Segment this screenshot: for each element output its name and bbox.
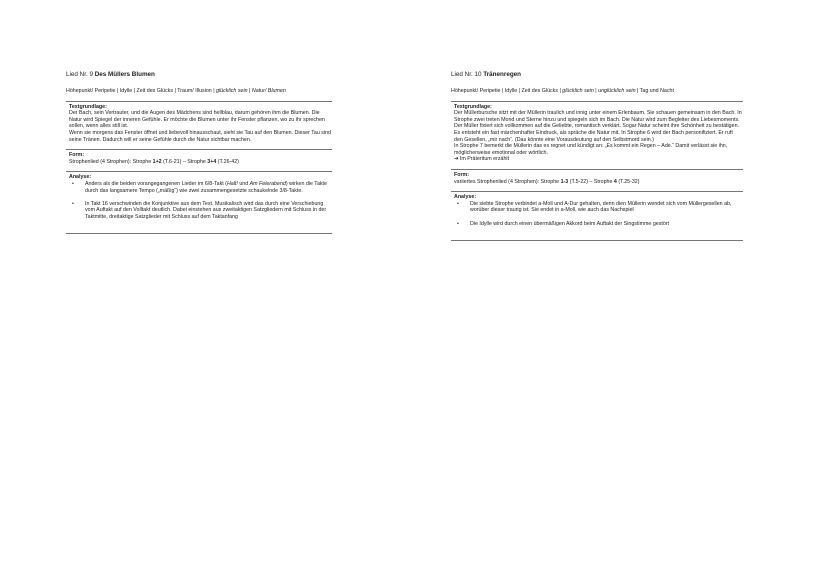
lied-10-section [451, 71, 743, 241]
form-seg: (T.25-32) [616, 178, 640, 185]
seg: Am Feierabend [249, 180, 286, 187]
lied-9-title [66, 71, 332, 79]
analyse-label: Analyse: [69, 174, 92, 181]
form-seg: (T.6-21) – Strophe [161, 158, 208, 165]
text-paragraph: Der Müllerbursche sitzt mit der Müllerin traulich und innig unter einem Erlenbaum. Sie schauen gemeinsam in den Bach. In Strophe zwei treten Mond und Sterne hinzu und spiegeln sich im Bach. Die Natur wird zum Begleiter des Liebesmoments. [454, 110, 742, 123]
form-text [69, 159, 332, 166]
tag-italic: glücklich sein [216, 88, 248, 94]
text-paragraph: In Strophe 7 bemerkt die Müllerin das es regnet und kündigt an: „Es kommt ein Regen – Ade.“ Damit verlässt sie ihn, möglicherweise emotional oder wörtlich. [454, 143, 728, 156]
lied-10-tags [451, 88, 743, 95]
form-seg: variiertes Strophenlied (4 Strophen): Strophe [454, 178, 561, 185]
form-label: Form: [454, 171, 470, 178]
form-seg: 3+4 [207, 158, 217, 165]
divider [451, 240, 743, 241]
lied-10-title [451, 71, 743, 79]
text-paragraph: Der Bach, sein Vertrauter, und die Augen des Mädchens sind hellblau, darum gehören ihm die Blumen. Die Natur wird Spiegel der inneren Gefühle. Er möchte die Blumen unter ihr Fenster pflanzen, wo zu ihr sprechen sollen, wenn alles still ist. [69, 110, 325, 130]
tags-text: Höhepunkt/ Peripetie | Idylle | Zeit des Glücks | [451, 88, 563, 94]
lied-9-tags [66, 88, 332, 95]
title-name: Des Müllers Blumen [94, 71, 155, 78]
tag-sep: | [247, 88, 252, 94]
textgrundlage-block [451, 101, 743, 169]
tags-text: | Tag und Nacht [635, 88, 674, 94]
text-paragraph: Der Müller fixiert sich vollkommen auf die Geliebte, romantisch verklärt. Sogar Natur scheint ihre Schönheit zu bestätigen. Es entsteht ein fast märchenhafter Eindruck, als spräche die Natur mit. In Strophe 6 wird der Bach personifiziert. Er ruft den Gesellen, „mir nach“. (Das könnte eine Vorausdeutung auf den Selbstmord sein.) [454, 123, 739, 143]
analyse-item: • Die Idylle wird durch einen übermäßigen Akkord beim Auftakt der Singstimme gestört [470, 221, 743, 228]
form-seg: 1+2 [152, 158, 162, 165]
form-text [454, 179, 743, 186]
divider [66, 233, 332, 234]
analyse-block [66, 171, 332, 233]
seg: ) wirken die Takte durch das langsamere Tempo („mäßig“) wie zwei zusammengesetzte schaukelnde 3/8-Takte. [85, 180, 327, 194]
form-seg: Strophenlied (4 Strophen): Strophe [69, 158, 153, 165]
tags-text: Höhepunkt/ Peripetie | Idylle | Zeit des Glücks | Traum/ Illusion | [66, 88, 217, 94]
seg: Halt! [226, 180, 238, 187]
form-seg: 1-3 [560, 178, 569, 185]
tag-sep: | [593, 88, 599, 94]
analyse-label: Analyse: [454, 194, 477, 201]
textgrundlage-label: Textgrundlage: [69, 103, 107, 110]
form-seg: (T.26-42) [216, 158, 239, 165]
text-paragraph: Wenn sie morgens das Fenster öffnet und liebevoll hinausschaut, sieht sie Tau auf den Blumen. Dieser Tau sind seine Tränen. Dadurch will er seine Gefühle durch die Natur sichtbar machen. [69, 129, 331, 143]
textgrundlage-label: Textgrundlage: [454, 103, 492, 110]
title-prefix: Lied Nr. 9 [66, 71, 95, 78]
tag-italic: Natur/ Blumen [251, 88, 286, 94]
title-prefix: Lied Nr. 10 [451, 71, 484, 78]
seg: und [237, 180, 250, 187]
text-paragraph: ➔ Im Präteritum erzählt [454, 156, 510, 163]
analyse-item [85, 181, 332, 194]
analyse-block [451, 191, 743, 240]
title-name: Tränenregen [483, 71, 522, 78]
lied-9-section [66, 71, 332, 234]
textgrundlage-block [66, 101, 332, 150]
analyse-item: • Die siebte Strophe verbindet a-Moll und A-Dur gehalten, denn dien Müllerin wendet sich vom Müllergesellen ab, worüber dieser traurig ist. Sie endet in a-Moll, wie auch das Nachspiel [470, 201, 743, 214]
form-label: Form: [69, 152, 85, 159]
analyse-item: • In Takt 16 verschwinden die Konjunktive aus dem Text. Musikalisch wird das durch eine Verschiebung vom Auftakt auf den Volltakt deutlich. Dabei einstehen aus zweitaktigen Satzgliedern mit Schluss in der Taktmitte, dreitaktige Satzglieder mit Schluss auf dem Taktanfang [85, 201, 332, 221]
form-seg: (T.5-22) – Strophe [568, 178, 614, 185]
seg: Anders als die beiden vorangegangenen Lieder im 6/8-Takt ( [85, 180, 227, 187]
tag-italic: unglücklich sein [598, 88, 636, 94]
tag-italic: glücklich sein [562, 88, 594, 94]
form-block [451, 169, 743, 191]
form-seg: 4 [613, 178, 617, 185]
form-block [66, 149, 332, 171]
